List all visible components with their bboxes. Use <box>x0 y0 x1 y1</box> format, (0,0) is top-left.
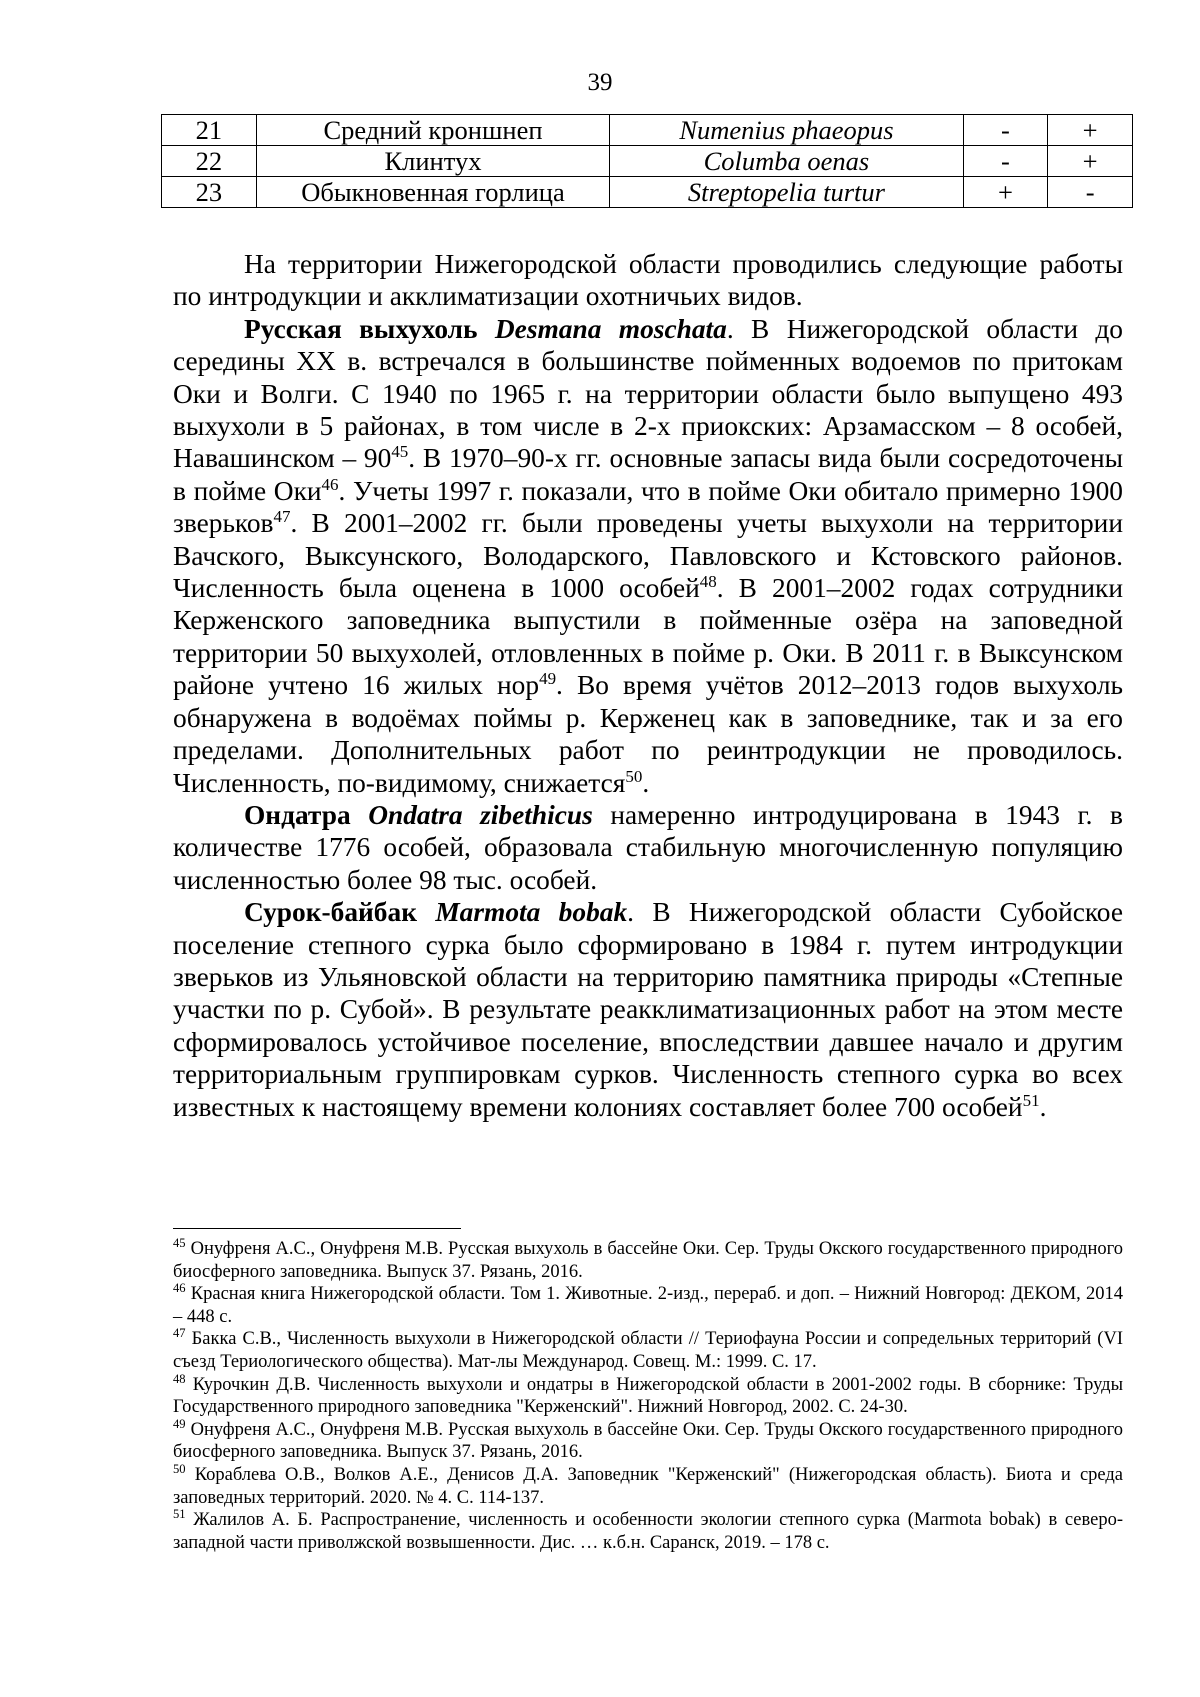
desman-paragraph: Русская выхухоль Desmana moschata. В Нижегородской области до середины XX в. встречался в большинстве пойменных водоемов по притокам Оки и Волги. С 1940 по 1965 г. на территории области было выпущено 493 выхухоли в 5 районах, в том числе в 2-х приокских: Арзамасском – 8 особей, Навашинском – $90^{45}$. В 1970–90-х гг. основные запасы вида были сосредоточены в пойме Оки$^{46}$. Учеты 1997 г. показали, что в пойме Оки обитало примерно 1900 зверьков$^{47}$. В 2001–2002 гг. были проведены учеты выхухоли на территории Вачского, Выксунского, Володарского, Павловского и Кстовского районов. Численность была оценена в 1000 особей$^{48}$. В 2001–2002 годах сотрудники Керженского заповедника выпустили в пойменные озёра на заповедной территории 50 выхухолей, отловленных в пойме р. Оки. В 2011 г. в Выксунском районе учтено 16 жилых нор$^{49}$. Во время учётов 2012–2013 годов выхухоль обнаружена в водоёмах поймы р. Керженец как в заповеднике, так и за его пределами. Дополнительных работ по реинтродукции не проводилось. Численность, по-видимому, снижается$^{50}$. <box>173 313 1124 798</box>
intro-paragraph: На территории Нижегородской области проводились следующие работы по интродукции и акклиматизации охотничьих видов. <box>173 249 1123 312</box>
footnote-text: Курочкин Д.В. Численность выхухоли и ондатры в Нижегородской области в 2001-2002 годы. В сборнике: Труды Государственного природного заповедника "Керженский". Нижний Новгород, 2002. С. 24-30. <box>173 1374 1123 1418</box>
footnote-ref[interactable]: 49 <box>539 669 557 689</box>
footnote <box>173 1328 1123 1373</box>
marmot-latin-name: Marmota bobak <box>435 897 628 928</box>
row-number: 22 <box>162 146 257 177</box>
footnote-text: Онуфреня А.С., Онуфреня М.В. Русская выхухоль в бассейне Оки. Сер. Труды Окского государственного природного биосферного заповедника. Выпуск 37. Рязань, 2016. <box>173 1419 1123 1463</box>
status-cell-b: - <box>1048 177 1133 208</box>
status-cell-a: - <box>963 115 1048 146</box>
species-table <box>161 114 1133 208</box>
footnote <box>173 1371 1123 1419</box>
footnote-ref[interactable]: 46 <box>321 474 339 494</box>
row-number: 21 <box>162 115 257 146</box>
muskrat-latin-name: Ondatra zibethicus <box>368 799 593 830</box>
footnote-separator <box>173 1228 461 1229</box>
footnote <box>173 1416 1123 1464</box>
footnote-ref[interactable]: 45 <box>391 442 409 462</box>
species-latin-name: Numenius phaeopus <box>610 115 963 146</box>
page-number: 39 <box>587 69 613 96</box>
table-row <box>162 115 1133 146</box>
footnote-number: 49 <box>173 1416 186 1431</box>
footnote-number: 45 <box>173 1235 186 1250</box>
muskrat-paragraph: Ондатра Ondatra zibethicus намеренно интродуцирована в 1943 г. в количестве 1776 особей, образовала стабильную многочисленную популяцию численностью более 98 тыс. особей. <box>173 799 1123 895</box>
status-cell-a: + <box>963 177 1048 208</box>
status-cell-a: - <box>963 146 1048 177</box>
footnote-text: Онуфреня А.С., Онуфреня М.В. Русская выхухоль в бассейне Оки. Сер. Труды Окского государственного природного биосферного заповедника. Выпуск 37. Рязань, 2016. <box>173 1239 1123 1282</box>
table-row <box>162 177 1133 208</box>
desman-title: Русская выхухоль <box>244 313 478 344</box>
footnote-number: 48 <box>173 1371 186 1386</box>
marmot-title: Сурок-байбак <box>244 897 417 928</box>
status-cell-b: + <box>1048 115 1133 146</box>
desman-latin-name: Desmana moschata <box>494 313 727 344</box>
body-text <box>173 248 1123 1123</box>
species-name: Средний кроншнеп <box>256 115 610 146</box>
footnote-ref[interactable]: 51 <box>1022 1090 1040 1110</box>
footnote-text: Красная книга Нижегородской области. Том 1. Животные. 2-изд., перераб. и доп. – Нижний Новгород: ДЕКОМ, 2014 – 448 с. <box>173 1284 1123 1327</box>
species-latin-name: Streptopelia turtur <box>610 177 963 208</box>
species-name: Клинтух <box>256 146 610 177</box>
footnote <box>173 1283 1123 1328</box>
table-row <box>162 146 1133 177</box>
footnote-number: 51 <box>173 1506 186 1521</box>
species-latin-name: Columba oenas <box>610 146 963 177</box>
row-number: 23 <box>162 177 257 208</box>
footnote <box>173 1461 1123 1509</box>
footnote-number: 50 <box>173 1461 186 1476</box>
footnotes <box>173 1235 1123 1554</box>
species-name: Обыкновенная горлица <box>256 177 610 208</box>
footnote <box>173 1235 1123 1283</box>
muskrat-title: Ондатра <box>244 799 351 830</box>
footnote-text: Кораблева О.В., Волков А.Е., Денисов Д.А. Заповедник "Керженский" (Нижегородская область). Биота и среда заповедных территорий. 2020. № 4. С. 114-137. <box>173 1464 1123 1508</box>
footnote-ref[interactable]: 48 <box>699 571 717 591</box>
footnote-number: 46 <box>173 1281 186 1296</box>
marmot-paragraph: Сурок-байбак Marmota bobak. В Нижегородской области Субойское поселение степного сурка было сформировано в 1984 г. путем интродукции зверьков из Ульяновской области на территорию памятника природы «Степные участки по р. Субой». В результате реакклиматизационных работ на этом месте сформировалось устойчивое поселение, впоследствии давшее начало и другим территориальным группировкам сурков. Численность степного сурка во всех известных к настоящему времени колониях составляет более 700 особей$^{51}$. <box>173 897 1123 1122</box>
footnote-number: 47 <box>173 1326 186 1341</box>
footnote-text: Жалилов А. Б. Распространение, численность и особенности экологии степного сурка (Marmota bobak) в северо-западной части приволжской возвышенности. Дис. … к.б.н. Саранск, 2019. – 178 с. <box>173 1510 1123 1553</box>
footnote-ref[interactable]: 47 <box>273 507 291 527</box>
status-cell-b: + <box>1048 146 1133 177</box>
footnote-text: Бакка С.В., Численность выхухоли в Нижегородской области // Териофауна России и сопредельных территорий (VI съезд Териологического общества). Мат-лы Международ. Совещ. М.: 1999. С. 17. <box>173 1329 1123 1372</box>
footnote-ref[interactable]: 50 <box>625 766 643 786</box>
footnote <box>173 1506 1123 1554</box>
